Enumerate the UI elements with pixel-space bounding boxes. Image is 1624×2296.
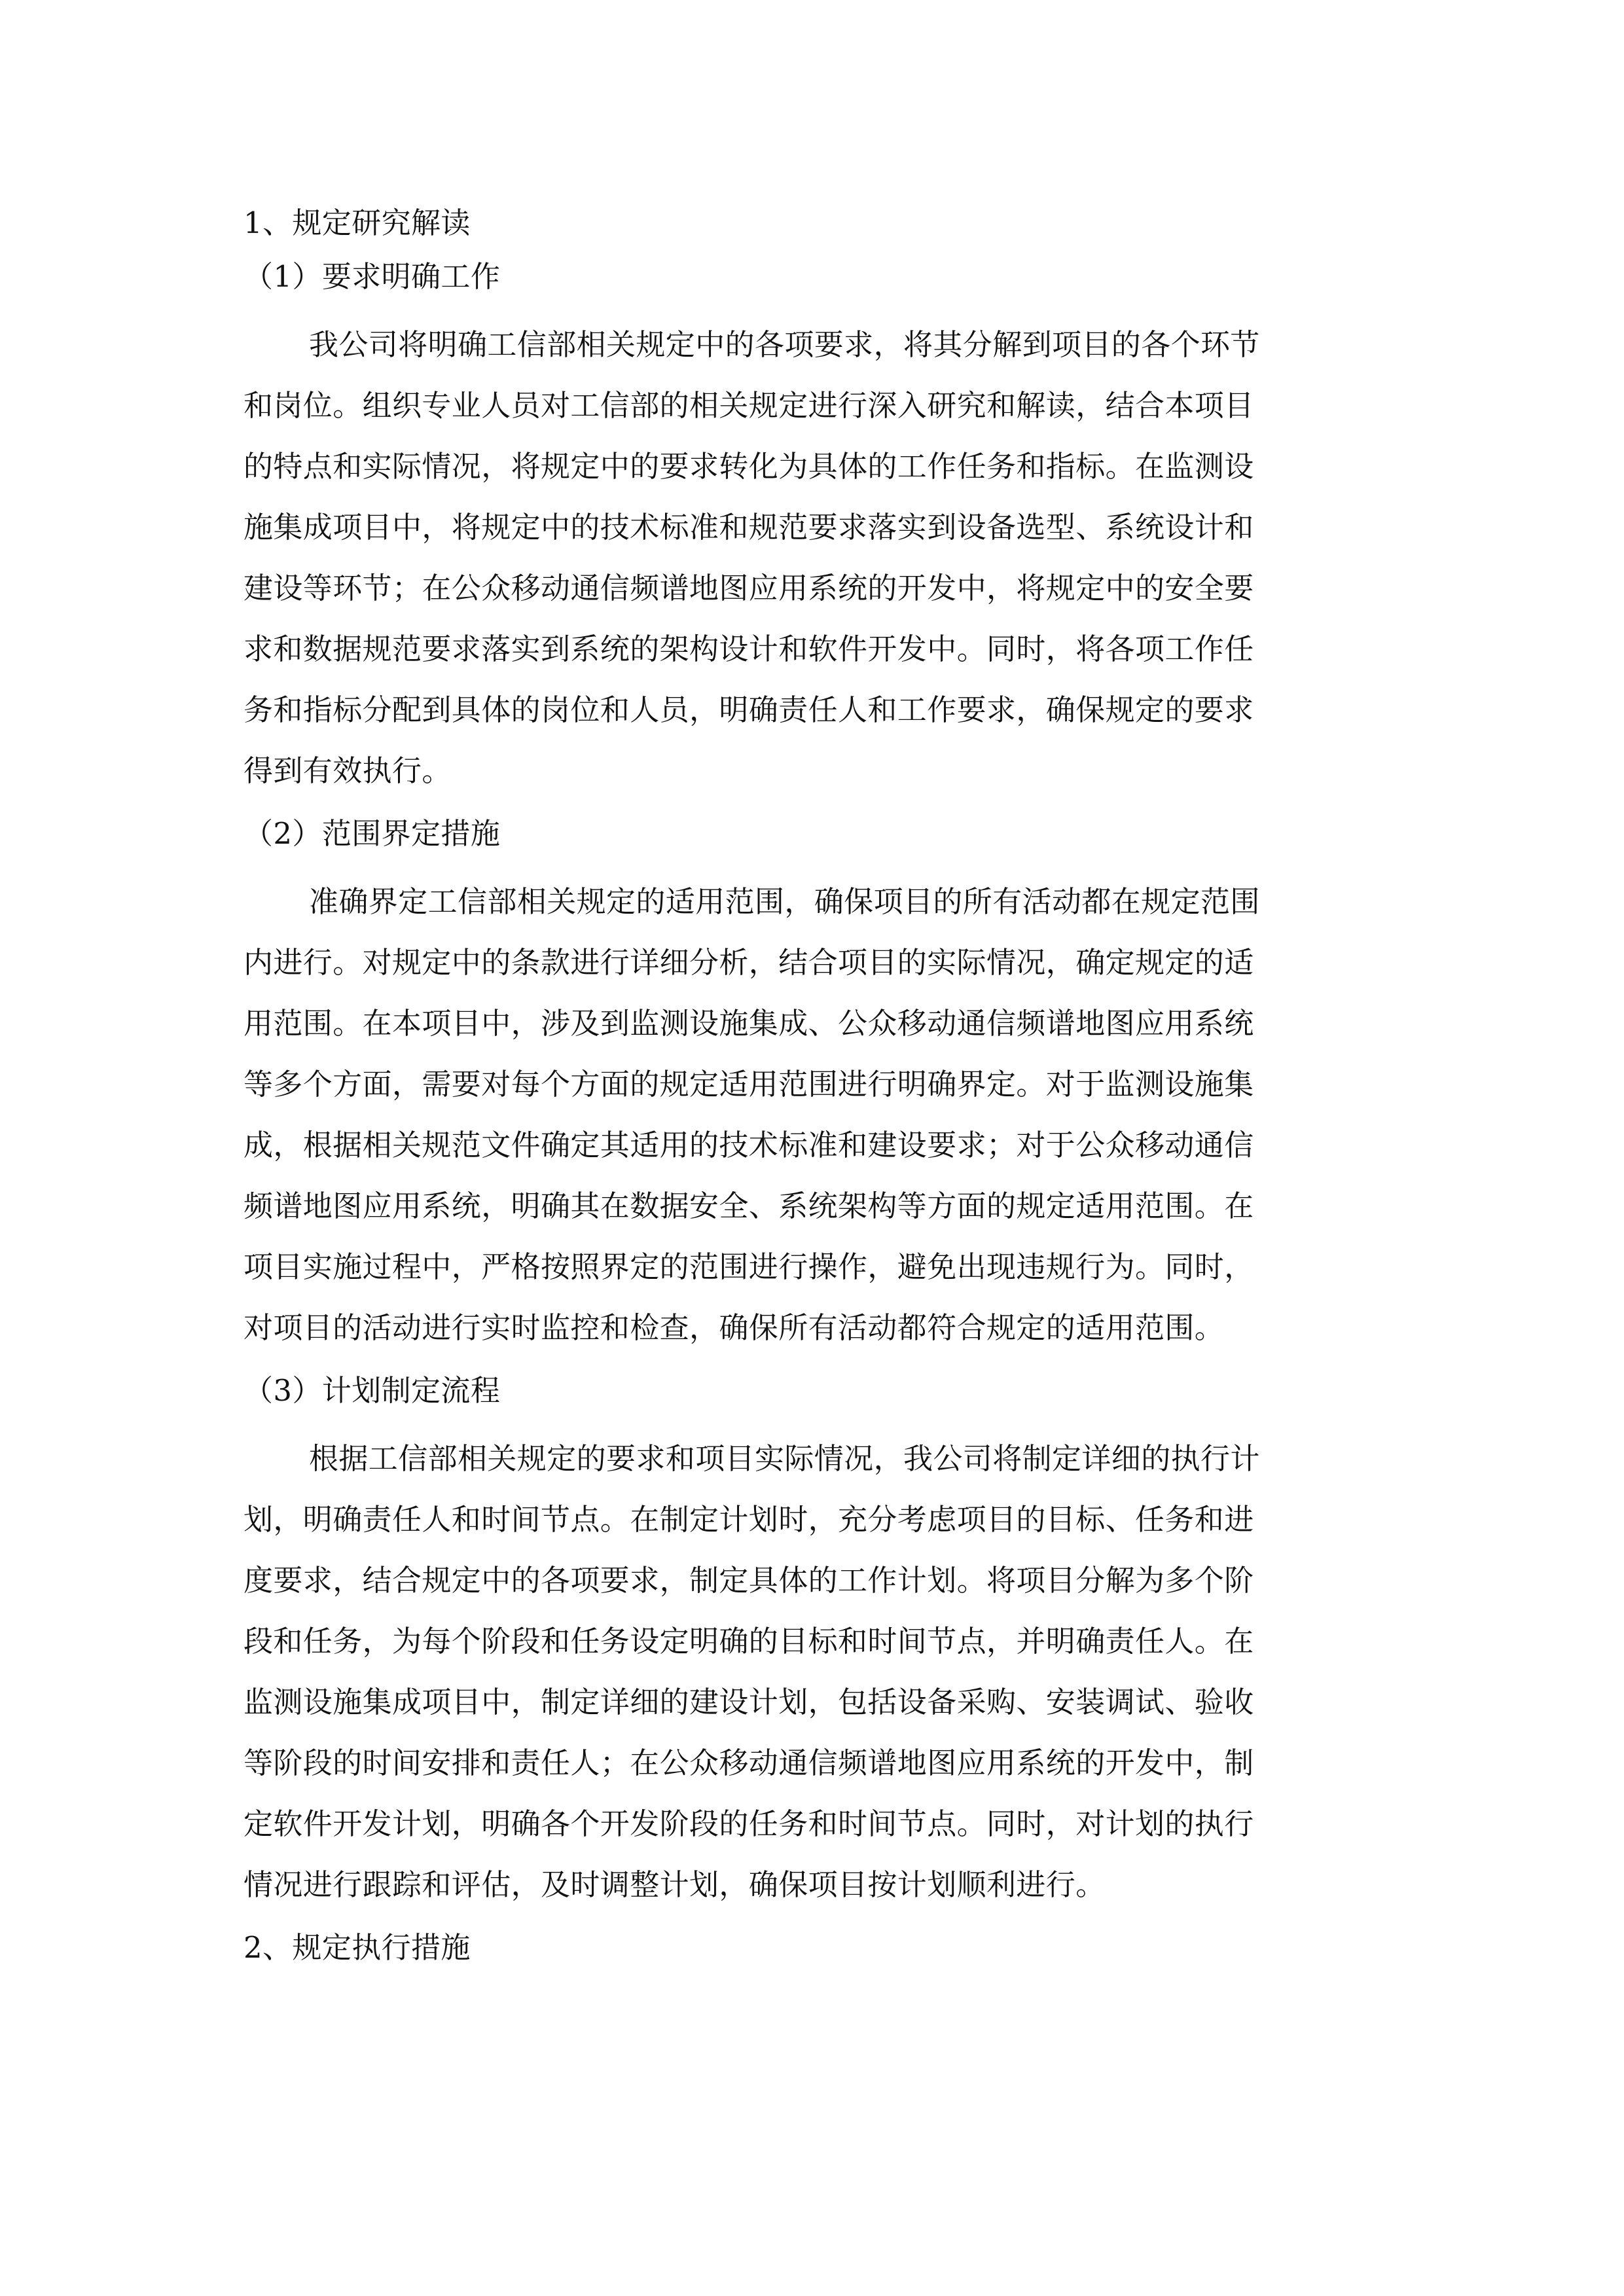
paragraph-2-line-8: 对项目的活动进行实时监控和检查，确保所有活动都符合规定的适用范围。 bbox=[244, 1310, 1225, 1345]
paragraph-1-line-4: 施集成项目中，将规定中的技术标准和规范要求落实到设备选型、系统设计和 bbox=[244, 510, 1254, 545]
paragraph-1-line-3: 的特点和实际情况，将规定中的要求转化为具体的工作任务和指标。在监测设 bbox=[244, 449, 1254, 484]
paragraph-2-line-4: 等多个方面，需要对每个方面的规定适用范围进行明确界定。对于监测设施集 bbox=[244, 1067, 1254, 1102]
section-2-heading: 2、规定执行措施 bbox=[244, 1930, 471, 1965]
paragraph-2-line-6: 频谱地图应用系统，明确其在数据安全、系统架构等方面的规定适用范围。在 bbox=[244, 1189, 1254, 1223]
paragraph-3-line-5: 监测设施集成项目中，制定详细的建设计划，包括设备采购、安装调试、验收 bbox=[244, 1685, 1254, 1719]
subsection-2-heading: （2）范围界定措施 bbox=[244, 816, 501, 851]
paragraph-3-line-1: 根据工信部相关规定的要求和项目实际情况，我公司将制定详细的执行计 bbox=[309, 1441, 1260, 1476]
subsection-1-heading: （1）要求明确工作 bbox=[244, 259, 501, 294]
paragraph-3-line-3: 度要求，结合规定中的各项要求，制定具体的工作计划。将项目分解为多个阶 bbox=[244, 1563, 1254, 1598]
paragraph-2-line-2: 内进行。对规定中的条款进行详细分析，结合项目的实际情况，确定规定的适 bbox=[244, 945, 1254, 980]
section-1-heading: 1、规定研究解读 bbox=[244, 206, 471, 240]
paragraph-1-line-7: 务和指标分配到具体的岗位和人员，明确责任人和工作要求，确保规定的要求 bbox=[244, 692, 1254, 727]
paragraph-2-line-5: 成，根据相关规范文件确定其适用的技术标准和建设要求；对于公众移动通信 bbox=[244, 1128, 1254, 1162]
paragraph-3-line-8: 情况进行跟踪和评估，及时调整计划，确保项目按计划顺利进行。 bbox=[244, 1867, 1106, 1902]
paragraph-3-line-7: 定软件开发计划，明确各个开发阶段的任务和时间节点。同时，对计划的执行 bbox=[244, 1806, 1254, 1841]
paragraph-2-line-7: 项目实施过程中，严格按照界定的范围进行操作，避免出现违规行为。同时， bbox=[244, 1249, 1254, 1284]
paragraph-3-line-4: 段和任务，为每个阶段和任务设定明确的目标和时间节点，并明确责任人。在 bbox=[244, 1624, 1254, 1659]
paragraph-1-line-1: 我公司将明确工信部相关规定中的各项要求，将其分解到项目的各个环节 bbox=[309, 327, 1260, 362]
paragraph-2-line-1: 准确界定工信部相关规定的适用范围，确保项目的所有活动都在规定范围 bbox=[309, 884, 1260, 919]
paragraph-2-line-3: 用范围。在本项目中，涉及到监测设施集成、公众移动通信频谱地图应用系统 bbox=[244, 1006, 1254, 1041]
paragraph-3-line-6: 等阶段的时间安排和责任人；在公众移动通信频谱地图应用系统的开发中，制 bbox=[244, 1746, 1254, 1780]
paragraph-1-line-5: 建设等环节；在公众移动通信频谱地图应用系统的开发中，将规定中的安全要 bbox=[244, 571, 1254, 605]
paragraph-1-line-2: 和岗位。组织专业人员对工信部的相关规定进行深入研究和解读，结合本项目 bbox=[244, 388, 1254, 423]
paragraph-3-line-2: 划，明确责任人和时间节点。在制定计划时，充分考虑项目的目标、任务和进 bbox=[244, 1502, 1254, 1537]
paragraph-1-line-6: 求和数据规范要求落实到系统的架构设计和软件开发中。同时，将各项工作任 bbox=[244, 632, 1254, 666]
paragraph-1-line-8: 得到有效执行。 bbox=[244, 753, 452, 788]
subsection-3-heading: （3）计划制定流程 bbox=[244, 1373, 501, 1408]
